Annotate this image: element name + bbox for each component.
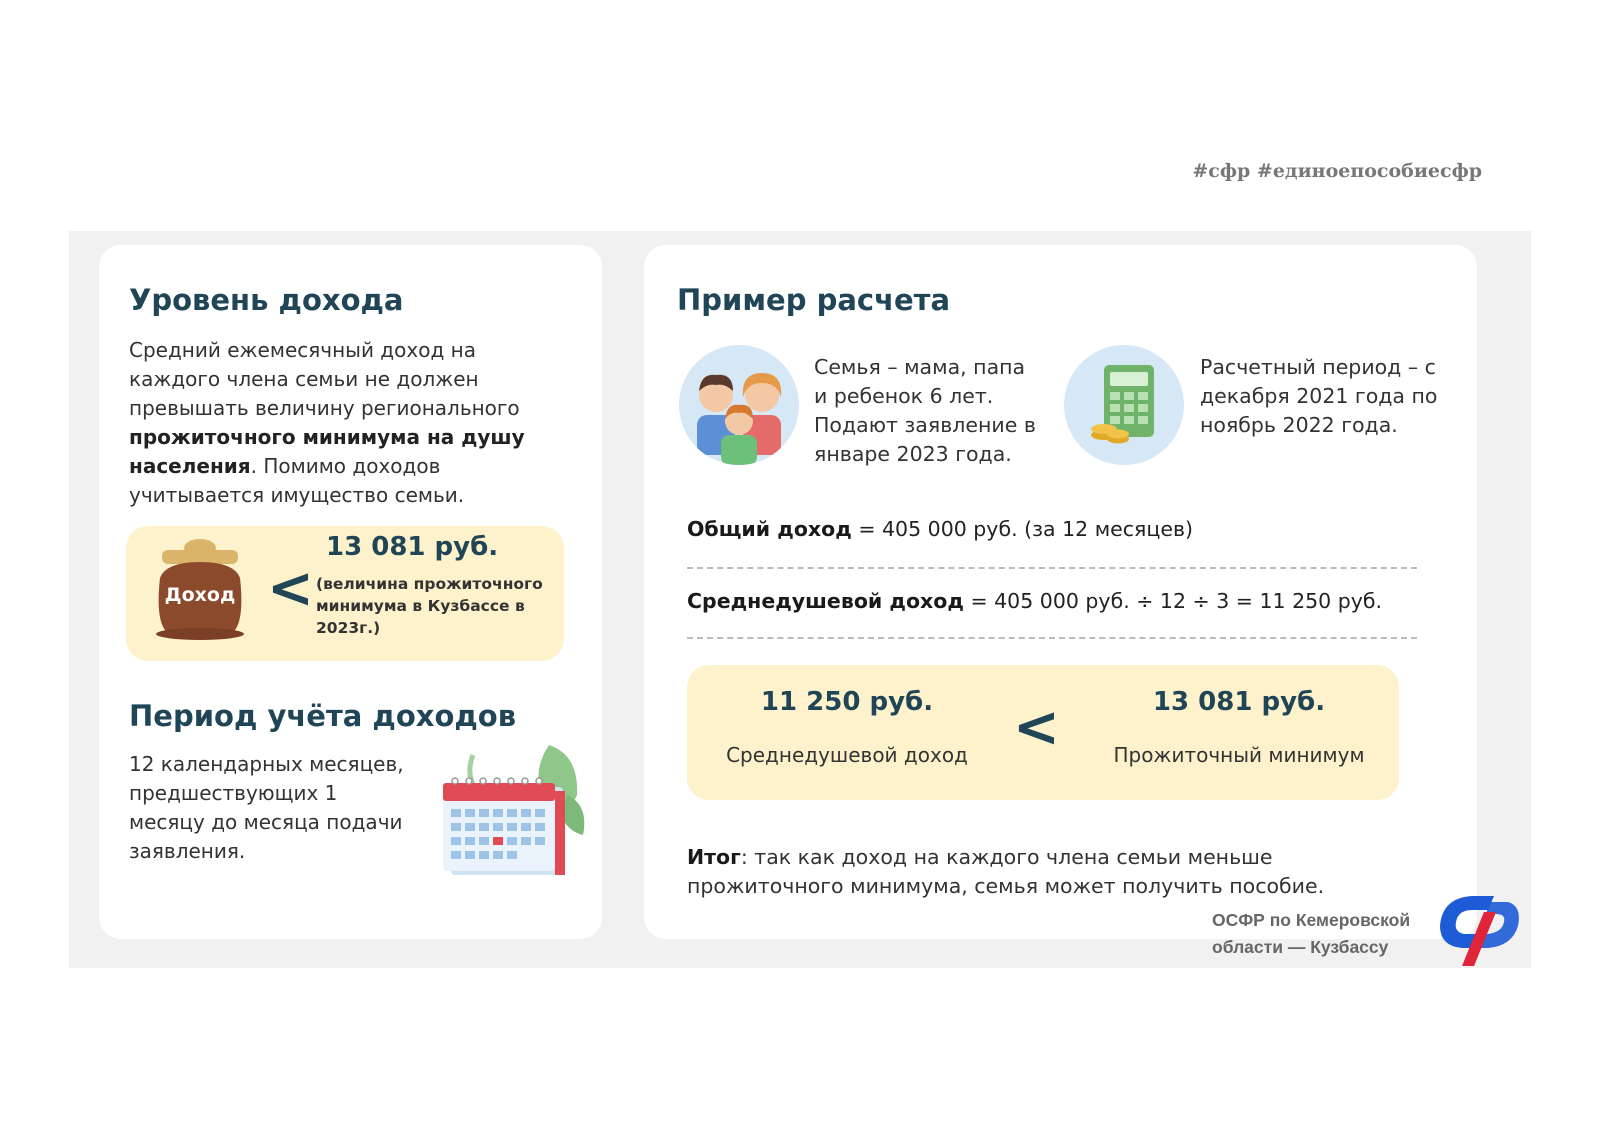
family-illustration — [679, 345, 799, 465]
income-description: Средний ежемесячный доход на каждого члена семьи не должен превышать величину регионального прожиточного минимума на душу населения. Помимо доходов учитывается имущество семьи. — [129, 338, 525, 507]
average-income-formula: Среднедушевой доход = 405 000 руб. ÷ 12 ÷ 3 = 11 250 руб. — [687, 589, 1383, 613]
minimum-amount-right: 13 081 руб. — [1152, 687, 1326, 717]
comparison-less-than-sign: < — [1013, 695, 1060, 760]
comparison-box — [687, 665, 1399, 800]
total-income-formula: Общий доход = 405 000 руб. (за 12 месяцев) — [687, 517, 1194, 541]
period-description: 12 календарных месяцев, предшествующих 1 месяцу до месяца подачи заявления. — [129, 752, 404, 863]
example-card — [644, 245, 1477, 939]
average-income-label: Среднедушевой доход — [726, 743, 968, 767]
income-title: Уровень дохода — [129, 283, 404, 317]
wallet-label: Доход — [164, 584, 236, 606]
hashtags: #сфр #единоепособиесфр — [1192, 160, 1482, 182]
income-card — [99, 245, 602, 939]
average-income-amount: 11 250 руб. — [760, 687, 934, 717]
divider-1 — [687, 567, 1417, 569]
organization-name: ОСФР по Кемеровской области — Кузбассу — [1212, 910, 1411, 957]
minimum-note: (величина прожиточного минимума в Кузбассе в 2023г.) — [316, 575, 543, 637]
example-title: Пример расчета — [677, 283, 951, 317]
calendar-icon — [429, 735, 589, 880]
income-description-bold: прожиточного минимума на душу населения — [129, 425, 525, 478]
less-than-sign: < — [267, 556, 314, 621]
sfr-logo-icon — [1432, 888, 1522, 968]
minimum-label: Прожиточный минимум — [1113, 743, 1365, 767]
income-limit-box — [126, 526, 564, 661]
divider-2 — [687, 637, 1417, 639]
minimum-amount: 13 081 руб. — [326, 532, 499, 562]
calculator-icon — [1064, 345, 1184, 465]
infographic-panel — [69, 231, 1531, 968]
family-description: Семья – мама, папа и ребенок 6 лет. Подают заявление в январе 2023 года. — [814, 355, 1036, 466]
result-text: Итог: так как доход на каждого члена семьи меньше прожиточного минимума, семья может получить пособие. — [687, 845, 1325, 898]
family-icon — [679, 345, 799, 465]
calculator-illustration — [1064, 345, 1184, 465]
period-title: Период учёта доходов — [129, 699, 517, 733]
period-calc-description: Расчетный период – с декабря 2021 года по ноябрь 2022 года. — [1200, 355, 1438, 437]
